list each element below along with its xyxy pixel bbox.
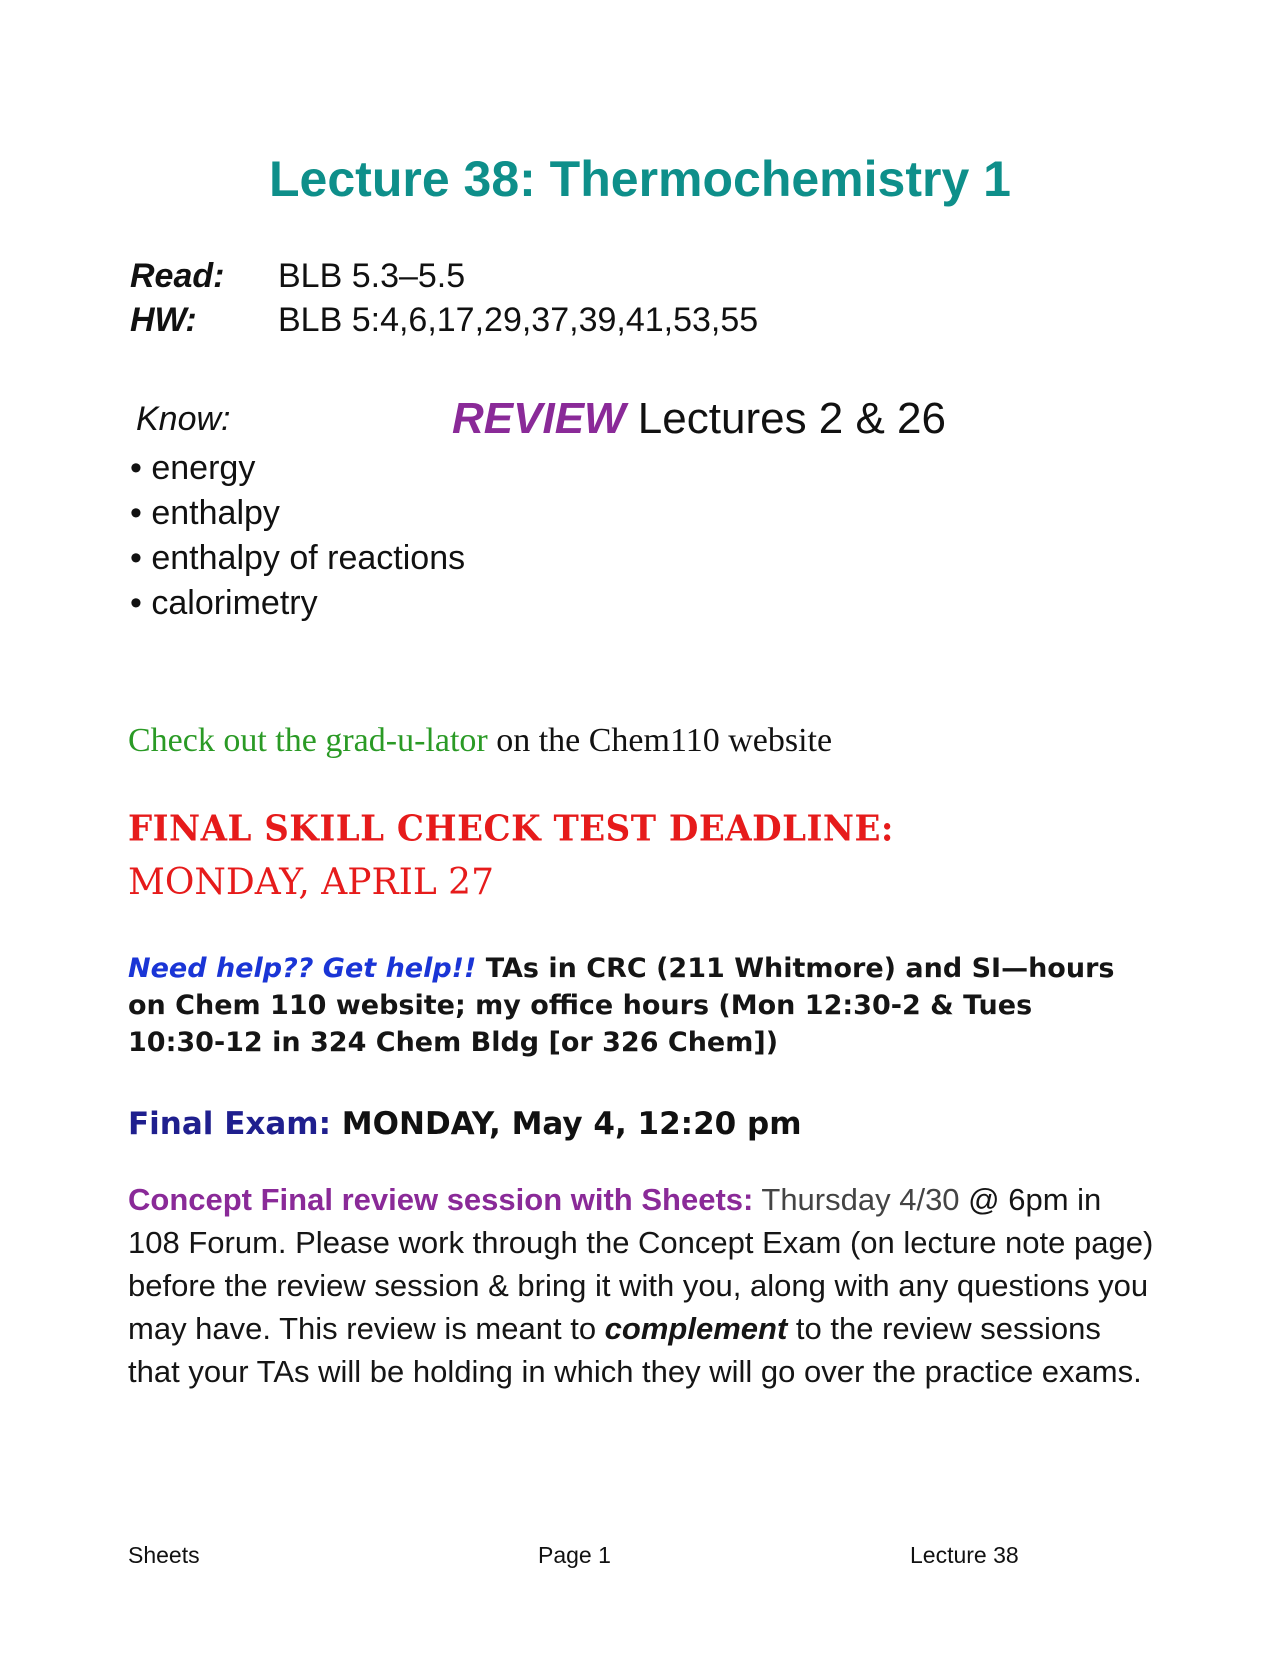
deadline-date: MONDAY, APRIL 27: [128, 862, 494, 903]
read-label: Read:: [130, 257, 225, 295]
review-word: REVIEW: [452, 394, 626, 443]
gradulator-highlight: Check out the grad-u-lator: [128, 722, 488, 759]
footer-lecture: Lecture 38: [910, 1542, 1019, 1568]
review-text: Lectures 2 & 26: [625, 394, 946, 443]
review-note: [452, 394, 946, 444]
list-item: • enthalpy of reactions: [130, 536, 465, 581]
deadline-heading: FINAL SKILL CHECK TEST DEADLINE:: [128, 808, 894, 850]
final-exam-label: Final Exam:: [128, 1106, 331, 1142]
gradulator-text: on the Chem110 website: [487, 722, 833, 759]
concept-review-note: [128, 1178, 1158, 1393]
read-value: BLB 5.3–5.5: [278, 257, 466, 295]
footer-page-number: Page 1: [538, 1542, 611, 1568]
hw-row: [130, 298, 758, 342]
concept-date: Thursday 4/30: [753, 1182, 960, 1217]
know-list: [130, 446, 465, 626]
hw-value: BLB 5:4,6,17,29,37,39,41,53,55: [278, 301, 759, 339]
know-label: Know:: [136, 400, 231, 438]
concept-text-1: @ 6pm in 108 Forum. Please work through the Concept Exam (on lecture note page) before the review session & bring it with you, along with any questions you may have. This review is meant to: [128, 1182, 1154, 1346]
help-lead: Need help?? Get help!!: [128, 953, 477, 984]
concept-emphasis: complement: [604, 1311, 788, 1346]
footer-author: Sheets: [128, 1542, 200, 1568]
list-item: • energy: [130, 446, 465, 491]
help-body: TAs in CRC (211 Whitmore) and SI—hours on Chem 110 website; my office hours (Mon 12:30-2 & Tues 10:30-12 in 324 Chem Bldg [or 326 Chem]): [128, 953, 1115, 1058]
page-title: Lecture 38: Thermochemistry 1: [269, 151, 1011, 207]
hw-label: HW:: [130, 301, 197, 339]
help-note: [128, 950, 1118, 1061]
final-exam-value: MONDAY, May 4, 12:20 pm: [331, 1106, 802, 1142]
list-item: • enthalpy: [130, 491, 465, 536]
list-item: • calorimetry: [130, 581, 465, 626]
gradulator-note: [128, 722, 832, 760]
read-row: [130, 254, 465, 298]
concept-text-2: to the review sessions that your TAs will be holding in which they will go over the practice exams.: [128, 1311, 1142, 1389]
final-exam-note: [128, 1106, 802, 1142]
concept-lead: Concept Final review session with Sheets:: [128, 1182, 754, 1217]
